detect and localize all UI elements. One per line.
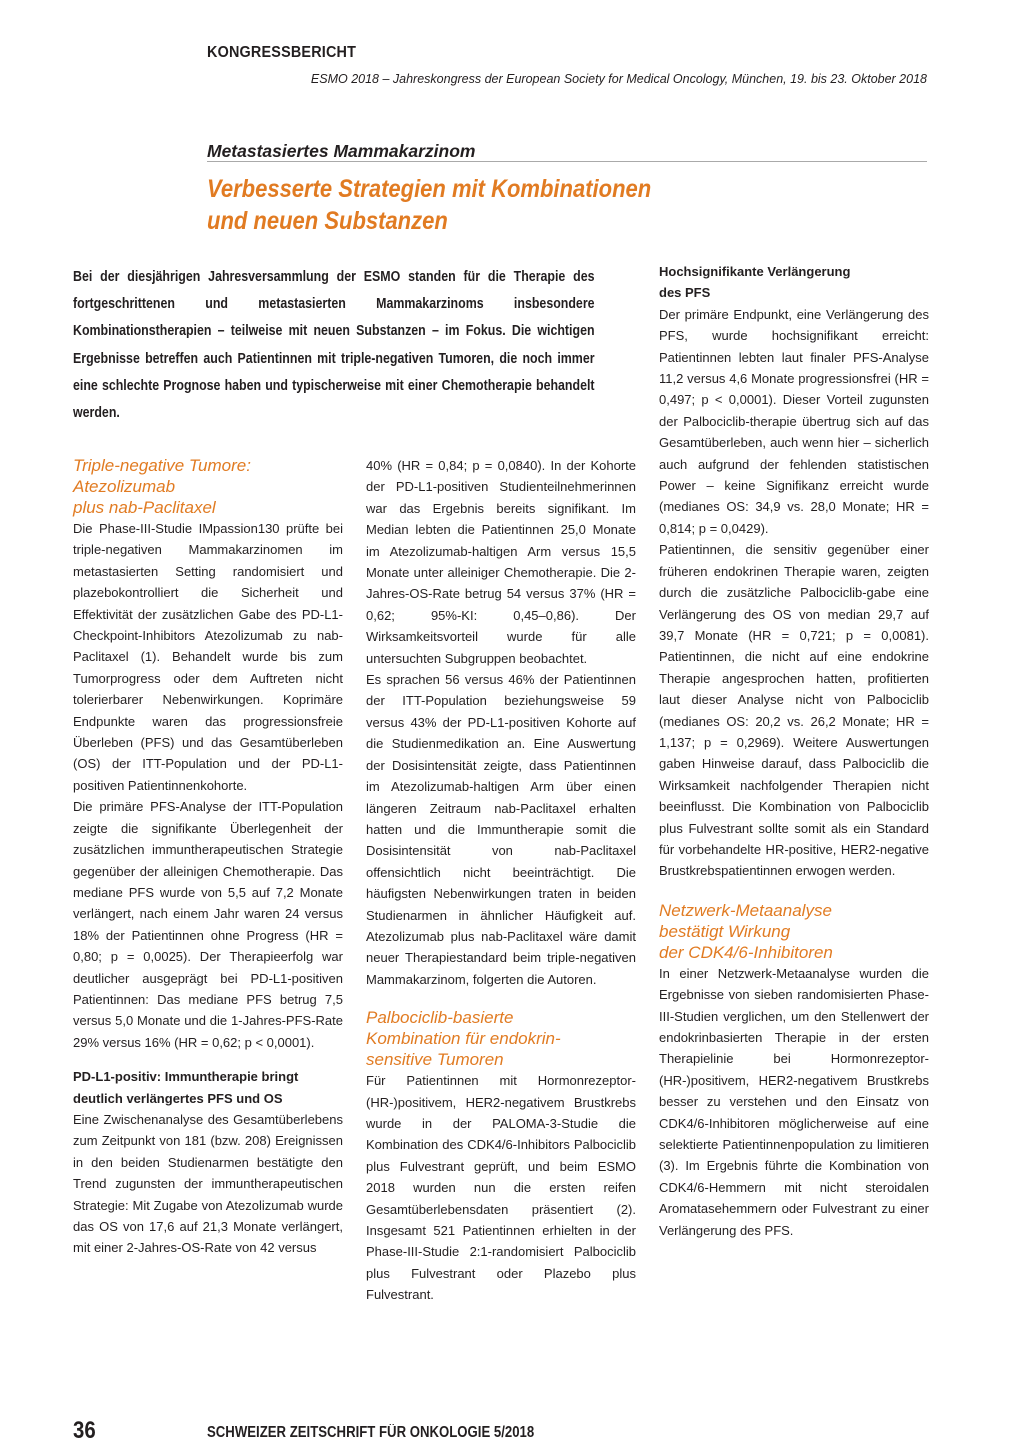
heading-line: Netzwerk-Metaanalyse [659,900,832,920]
heading-triple-negative [73,455,343,518]
subheading-line: deutlich verlängertes PFS und OS [73,1090,283,1106]
heading-line: Kombination für endokrin- [366,1029,561,1049]
column-1 [73,455,343,1259]
article-title [207,173,841,237]
body-paragraph: Die primäre PFS-Analyse der ITT-Population zeigte die signifikante Überlegenheit der zusätzlichen immuntherapeutischen Strategie gegenüber der alleinigen Chemotherapie. Das mediane PFS wurde von 5,5 auf 7,2 Monate verlängert, nach einem Jahr waren 24 versus 18% der Patientinnen ohne Progress (HR = 0,80; p = 0,0025). Der Therapieerfolg war deutlicher ausgeprägt bei PD-L1-positiven Patientinnen: Das mediane PFS betrug 7,5 versus 5,0 Monate und die 1-Jahres-PFS-Rate 29% versus 16% (HR = 0,62; p < 0,0001). [73,799,343,1050]
journal-name: SCHWEIZER ZEITSCHRIFT FÜR ONKOLOGIE 5/2018 [207,1424,535,1441]
body-paragraph: 40% (HR = 0,84; p = 0,0840). In der Kohorte der PD-L1-positiven Studienteilnehmerinnen war das Ergebnis bereits signifikant. Im Median lebten die Patientinnen 25,0 Monate im Atezolizumab-haltigen Arm versus 15,5 Monate unter alleiniger Chemotherapie. Die 2-Jahres-OS-Rate betrug 54 versus 37% (HR = 0,62; 95%-KI: 0,45–0,86). Der Wirksamkeitsvorteil wurde für alle untersuchten Subgruppen beobachtet. [366,458,636,666]
heading-line: plus nab-Paclitaxel [73,498,216,517]
subheading-pfs [659,261,929,304]
section-label: Metastasiertes Mammakarzinom [207,141,476,161]
subheading-line: Hochsignifikante Verlängerung [659,264,851,279]
heading-line: Triple-negative Tumore: [73,456,251,475]
body-paragraph: Die Phase-III-Studie IMpassion130 prüfte bei triple-negativen Mammakarzinomen im metastasierten Setting randomisiert und plazebokontrolliert die Sicherheit und Effektivität der zusätzlichen Gabe des PD-L1-Checkpoint-Inhibitors Atezolizumab zu nab-Paclitaxel (1). Behandelt wurde bis zum Tumorprogress oder dem Auftreten nicht tolerierbarer Nebenwirkungen. Koprimäre Endpunkte waren das progressionsfreie Überleben (PFS) und das Gesamtüberleben (OS) der ITT-Population und der PD-L1-positiven Patientinnenkohorte. [73,521,343,793]
column-3 [659,261,929,1241]
heading-line: Atezolizumab [73,477,176,496]
heading-netzwerk-metaanalyse [659,900,929,963]
subheading-pd-l1 [73,1066,343,1109]
column-2 [366,455,636,1306]
heading-line: der CDK4/6-Inhibitoren [659,942,833,962]
body-paragraph: Eine Zwischenanalyse des Gesamtüberlebens zum Zeitpunkt von 181 (bzw. 208) Ereignissen in den beiden Studienarmen bestätigte den Trend zugunsten der immuntherapeutischen Strategie: Mit Zugabe von Atezolizumab wurde das OS von 17,6 auf 21,3 Monate verlängert, mit einer 2-Jahres-OS-Rate von 42 versus [73,1111,343,1256]
heading-line: sensitive Tumoren [366,1050,504,1070]
lead-paragraph: Bei der diesjährigen Jahresversammlung der ESMO standen für die Therapie des fortgeschrittenen und metastasierten Mammakarzinoms insbesondere Kombinationstherapien – teilweise mit neuen Substanzen – im Fokus. Die wichtigen Ergebnisse betreffen auch Patientinnen mit triple-negativen Tumoren, die noch immer eine schlechte Prognose haben und typischerweise mit einer Chemotherapie behandelt werden. [73,269,595,422]
body-paragraph: In einer Netzwerk-Metaanalyse wurden die Ergebnisse von sieben randomisierten Phase-III-Studien verglichen, um den Stellenwert der endokrinbasierten Therapie in der ersten Therapielinie bei Hormonrezeptor-(HR-)positivem, HER2-negativem Brustkrebs besser zu verstehen und den Einsatz von CDK4/6-Inhibitoren möglicherweise auf eine selektierte Patientinnenpopulation zu limitieren (3). Im Ergebnis führte die Kombination von CDK4/6-Hemmern mit nicht steroidalen Aromatasehemmern oder Fulvestrant zu einer Verlängerung des PFS. [659,965,929,1238]
body-paragraph: Für Patientinnen mit Hormonrezeptor-(HR-)positivem, HER2-negativem Brustkrebs wurde in der PALOMA-3-Studie die Kombination des CDK4/6-Inhibitors Palbociclib plus Fulvestrant geprüft, und beim ESMO 2018 wurden nun die ersten reifen Gesamtüberlebensdaten präsentiert (2). Insgesamt 521 Patientinnen erhielten in der Phase-III-Studie 2:1-randomisiert Palbociclib plus Fulvestrant oder Plazebo plus Fulvestrant. [366,1073,636,1303]
title-line-1: Verbesserte Strategien mit Kombinationen [207,175,652,203]
subheading-line: PD-L1-positiv: Immuntherapie bringt [73,1069,299,1085]
title-line-2: und neuen Substanzen [207,207,448,235]
page-number: 36 [73,1417,96,1444]
subheading-line: des PFS [659,285,711,301]
heading-palbociclib [366,1007,636,1070]
body-paragraph: Der primäre Endpunkt, eine Verlängerung des PFS, wurde hochsignifikant erreicht: Patientinnen lebten laut finaler PFS-Analyse 11,2 versus 4,6 Monate progressionsfrei (HR = 0,497; p < 0,0001). Dieser Vorteil zugunsten der Palbociclib-therapie übertrug sich auf das Gesamtüberleben, auch wenn hier – sicherlich auch aufgrund der fehlenden statistischen Power – keine Signifikanz erreicht wurde (medianes OS: 34,9 vs. 28,0 Monate; HR = 0,814; p = 0,0429). [659,306,929,536]
section-divider [207,161,927,162]
kicker: KONGRESSBERICHT [207,44,357,61]
congress-subhead: ESMO 2018 – Jahreskongress der European Society for Medical Oncology, München, 19. bis 23. Oktober 2018 [310,72,927,86]
body-paragraph: Patientinnen, die sensitiv gegenüber einer früheren endokrinen Therapie waren, zeigten durch die zusätzliche Palbociclib-gabe eine Verlängerung des OS von median 29,7 auf 39,7 Monate (HR = 0,721; p = 0,0081). Patientinnen, die nicht auf eine endokrine Therapie angesprochen hatten, profitierten laut dieser Analyse nicht von Palbociclib (medianes OS: 20,2 vs. 26,2 Monate; HR = 1,137; p = 0,2969). Weitere Auswertungen gaben Hinweise darauf, dass Palbociclib die Wirksamkeit nachfolgender Therapien nicht beeinflusst. Die Kombination von Palbociclib plus Fulvestrant sollte somit als ein Standard für vorbehandelte HR-positive, HER2-negative Brustkrebspatientinnen erwogen werden. [659,542,929,879]
body-paragraph: Es sprachen 56 versus 46% der Patientinnen der ITT-Population beziehungsweise 59 versus 43% der PD-L1-positiven Kohorte auf die Studienmedikation an. Eine Auswertung der Dosisintensität zeigte, dass Patientinnen im Atezolizumab-haltigen Arm über einen längeren Zeitraum nab-Paclitaxel erhalten hatten und die Immuntherapie somit die Dosisintensität von nab-Paclitaxel offensichtlich nicht beeinträchtigt. Die häufigsten Nebenwirkungen traten in beiden Studienarmen in ähnlicher Häufigkeit auf. Atezolizumab plus nab-Paclitaxel wäre damit neuer Therapiestandard beim triple-negativen Mammakarzinom, folgerten die Autoren. [366,672,636,987]
heading-line: bestätigt Wirkung [659,921,791,941]
heading-line: Palbociclib-basierte [366,1008,514,1028]
